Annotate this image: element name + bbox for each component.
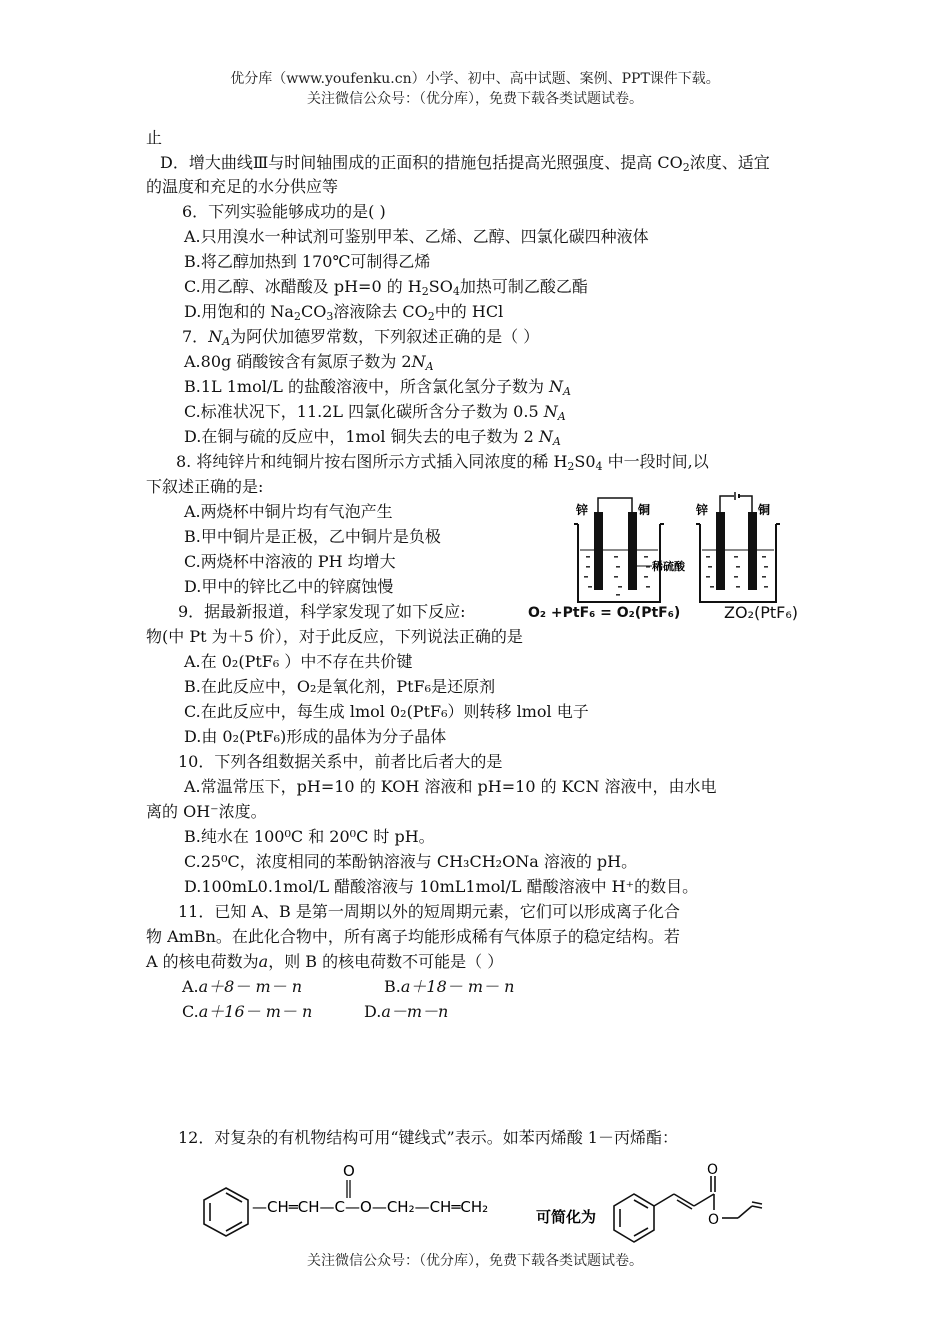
fig-copper-label-1: 铜 bbox=[638, 503, 651, 517]
q7-stem: 7．$N_A$为阿伏加德罗常数，下列叙述正确的是（ ） bbox=[182, 327, 540, 348]
q7-option-a: A.80g 硝酸铵含有氮原子数为 $2N_A$ bbox=[184, 352, 434, 373]
q9-stem: 9．据最新报道，科学家发现了如下反应: bbox=[178, 602, 466, 621]
q12-stem: 12．对复杂的有机物结构可用“键线式”表示。如苯丙烯酸 1－丙烯酯： bbox=[178, 1128, 678, 1147]
q11-option-a: A.a＋8－ m－ n bbox=[182, 977, 303, 996]
q6-stem: 6．下列实验能够成功的是( ) bbox=[182, 202, 386, 221]
q11-option-c: C.a＋16－ m－ n bbox=[182, 1002, 313, 1021]
q6-option-c: C.用乙醇、冰醋酸及 pH=0 的 $H_2SO_4$加热可制乙酸乙酯 bbox=[184, 277, 588, 298]
q8-option-a: A.两烧杯中铜片均有气泡产生 bbox=[184, 502, 393, 521]
q9-option-a: A.在 0₂(PtF₆ ）中不存在共价键 bbox=[184, 652, 413, 671]
skeletal-o-top: O bbox=[707, 1162, 719, 1178]
skeletal-formula-icon bbox=[614, 1176, 762, 1242]
fig-zinc-label-2: 锌 bbox=[696, 503, 709, 517]
fig-copper-label-2: 铜 bbox=[758, 503, 771, 517]
q7-option-d: D.在铜与硫的反应中，1mol 铜失去的电子数为 2 $N_A$ bbox=[184, 427, 561, 448]
skeletal-o-mid: O bbox=[708, 1212, 720, 1228]
q8-stem-line2: 下叙述正确的是: bbox=[146, 477, 264, 496]
footer-line-2: 关注微信公众号：（优分库），免费下载各类试题试卷。 bbox=[307, 1253, 643, 1269]
q10-option-c: C.25⁰C，浓度相同的苯酚钠溶液与 CH₃CH₂ONa 溶液的 pH。 bbox=[184, 852, 638, 871]
q10-option-d: D.100mL0.1mol/L 醋酸溶液与 10mL1mol/L 醋酸溶液中 H⁺的数目。 bbox=[184, 877, 699, 896]
fig-zinc-label-1: 锌 bbox=[576, 503, 589, 517]
q5-option-d-line2: 的温度和充足的水分供应等 bbox=[146, 177, 339, 196]
q12-structure-figure bbox=[196, 1160, 766, 1244]
q11-option-d: D.a－m－n bbox=[364, 1002, 449, 1021]
q10-option-a-line2: 离的 OH⁻浓度。 bbox=[146, 802, 267, 821]
header-line-2: 关注微信公众号：（优分库），免费下载各类试题试卷。 bbox=[307, 91, 643, 107]
q7-option-b: B.1L 1mol/L 的盐酸溶液中，所含氯化氢分子数为 $N_A$ bbox=[184, 377, 571, 398]
q9-stem-line2: 物(中 Pt 为＋5 价），对于此反应，下列说法正确的是 bbox=[146, 627, 523, 646]
q9-option-d: D.由 0₂(PtF₆)形成的晶体为分子晶体 bbox=[184, 727, 447, 746]
benzene-ring-icon bbox=[204, 1188, 248, 1236]
q9-reaction: O₂ +PtF₆ = O₂(PtF₆) bbox=[528, 605, 681, 621]
q9-option-c: C.在此反应中，每生成 lmol 0₂(PtF₆）则转移 lmol 电子 bbox=[184, 702, 589, 721]
expanded-formula: —CH═CH—C—O—CH₂—CH═CH₂ bbox=[252, 1198, 489, 1216]
q6-option-b: B.将乙醇加热到 170℃可制得乙烯 bbox=[184, 252, 431, 271]
q10-option-a: A.常温常压下，pH=10 的 KOH 溶液和 pH=10 的 KCN 溶液中，由水电 bbox=[184, 777, 717, 796]
q10-stem: 10．下列各组数据关系中，前者比后者大的是 bbox=[178, 752, 503, 771]
carbonyl-o-label: O bbox=[343, 1162, 355, 1180]
q11-line3: A 的核电荷数为a，则 B 的核电荷数不可能是（ ） bbox=[146, 952, 504, 971]
header-line-1: 优分库（www.youfenku.cn）小学、初中、高中试题、案例、PPT课件下载。 bbox=[230, 71, 720, 87]
q11-option-b: B.a＋18－ m－ n bbox=[384, 977, 515, 996]
q10-option-b: B.纯水在 100⁰C 和 20⁰C 时 pH。 bbox=[184, 827, 435, 846]
simplify-label: 可简化为 bbox=[536, 1208, 597, 1226]
q8-beaker-figure bbox=[572, 490, 808, 610]
q8-stem: 8. 将纯锌片和纯铜片按右图所示方式插入同浓度的稀 $H_2S0_4$ 中一段时间,以 bbox=[176, 452, 709, 473]
beaker-right bbox=[695, 492, 780, 602]
q11-line2: 物 AmBn。在此化合物中，所有离子均能形成稀有气体原子的稳定结构。若 bbox=[146, 927, 680, 946]
q9-option-b: B.在此反应中，O₂是氧化剂，PtF₆是还原剂 bbox=[184, 677, 496, 696]
q5-option-d: D．增大曲线Ⅲ与时间轴围成的正面积的措施包括提高光照强度、提高 $CO_2$浓度、适宜 bbox=[160, 153, 770, 174]
q6-option-d: D.用饱和的 $Na_2CO_3$溶液除去 $CO_2$中的 HCl bbox=[184, 302, 504, 323]
q8-option-c: C.两烧杯中溶液的 PH 均增大 bbox=[184, 552, 396, 571]
q7-option-c: C.标准状况下，11.2L 四氯化碳所含分子数为 0.5 $N_A$ bbox=[184, 402, 566, 423]
fig-acid-label: 稀硫酸 bbox=[652, 560, 685, 573]
q8-option-b: B.甲中铜片是正极，乙中铜片是负极 bbox=[184, 527, 441, 546]
beaker-left bbox=[574, 498, 686, 602]
q6-option-a: A.只用溴水一种试剂可鉴别甲苯、乙烯、乙醇、四氯化碳四种液体 bbox=[184, 227, 649, 246]
q9-side-formula: ZO₂(PtF₆) bbox=[724, 603, 798, 622]
q11-line1: 11．已知 A、B 是第一周期以外的短周期元素，它们可以形成离子化合 bbox=[178, 902, 680, 921]
q8-option-d: D.甲中的锌比乙中的锌腐蚀慢 bbox=[184, 577, 394, 596]
q5-tail: 止 bbox=[146, 128, 163, 147]
